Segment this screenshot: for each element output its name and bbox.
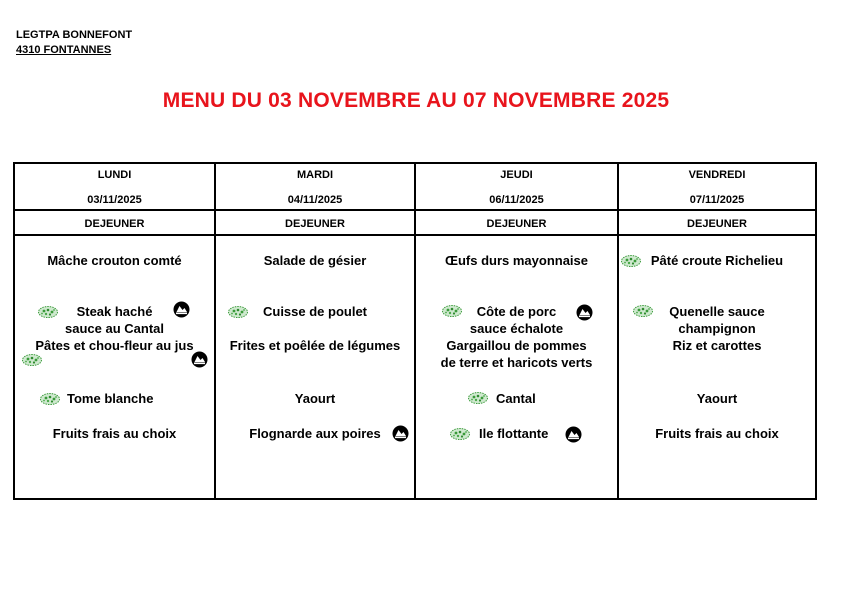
organic-leaf-icon bbox=[39, 392, 61, 406]
day-name-thursday: JEUDI bbox=[500, 169, 533, 181]
day-name-monday: LUNDI bbox=[97, 169, 132, 181]
meal-label-thursday: DEJEUNER bbox=[486, 218, 547, 230]
main-friday-line2: champignon bbox=[678, 321, 756, 336]
main-thursday-line4: de terre et haricots verts bbox=[440, 355, 593, 370]
main-tuesday-line2: Frites et poêlée de légumes bbox=[229, 338, 401, 353]
main-monday-line3: Pâtes et chou-fleur au jus bbox=[35, 338, 194, 353]
starter-thursday: Œufs durs mayonnaise bbox=[444, 253, 589, 268]
main-monday-line2: sauce au Cantal bbox=[65, 321, 164, 336]
meal-label-monday: DEJEUNER bbox=[84, 218, 145, 230]
day-name-tuesday: MARDI bbox=[296, 169, 334, 181]
local-product-icon bbox=[392, 425, 409, 442]
school-address: 4310 FONTANNES bbox=[16, 44, 112, 56]
day-date-tuesday: 04/11/2025 bbox=[287, 194, 343, 206]
dairy-thursday: Cantal bbox=[496, 391, 536, 406]
column-divider bbox=[214, 164, 216, 498]
meal-label-friday: DEJEUNER bbox=[687, 218, 747, 230]
dairy-friday: Yaourt bbox=[696, 391, 738, 406]
dessert-monday: Fruits frais au choix bbox=[52, 426, 177, 441]
organic-leaf-icon bbox=[467, 391, 489, 405]
starter-monday: Mâche crouton comté bbox=[47, 253, 182, 268]
main-thursday-line1: Côte de porc bbox=[476, 304, 557, 319]
main-friday-line3: Riz et carottes bbox=[672, 338, 762, 353]
starter-tuesday: Salade de gésier bbox=[263, 253, 367, 268]
main-monday-line1: Steak haché bbox=[76, 304, 153, 319]
row-divider bbox=[15, 209, 815, 211]
local-product-icon bbox=[173, 301, 190, 318]
main-friday-line1: Quenelle sauce bbox=[669, 304, 765, 319]
day-name-friday: VENDREDI bbox=[688, 169, 746, 181]
local-product-icon bbox=[191, 351, 208, 368]
school-info bbox=[16, 28, 132, 58]
dessert-friday: Fruits frais au choix bbox=[655, 426, 779, 441]
main-tuesday-line1: Cuisse de poulet bbox=[262, 304, 368, 319]
menu-table bbox=[13, 162, 817, 500]
dessert-thursday: Ile flottante bbox=[479, 426, 549, 441]
main-thursday-line3: Gargaillou de pommes bbox=[446, 338, 587, 353]
meal-label-tuesday: DEJEUNER bbox=[285, 218, 345, 230]
dairy-monday: Tome blanche bbox=[67, 391, 154, 406]
local-product-icon bbox=[576, 304, 593, 321]
dessert-tuesday: Flognarde aux poires bbox=[249, 426, 381, 441]
main-thursday-line2: sauce échalote bbox=[469, 321, 564, 336]
day-date-friday: 07/11/2025 bbox=[689, 194, 745, 206]
day-date-thursday: 06/11/2025 bbox=[489, 194, 544, 206]
menu-title: MENU DU 03 NOVEMBRE AU 07 NOVEMBRE 2025 bbox=[162, 89, 670, 112]
school-name: LEGTPA BONNEFONT bbox=[16, 29, 133, 41]
organic-leaf-icon bbox=[449, 427, 471, 441]
starter-friday: Pâté croute Richelieu bbox=[650, 253, 784, 268]
day-date-monday: 03/11/2025 bbox=[87, 194, 142, 206]
local-product-icon bbox=[565, 426, 582, 443]
dairy-tuesday: Yaourt bbox=[294, 391, 336, 406]
row-divider bbox=[15, 234, 815, 236]
organic-leaf-icon bbox=[21, 353, 43, 367]
